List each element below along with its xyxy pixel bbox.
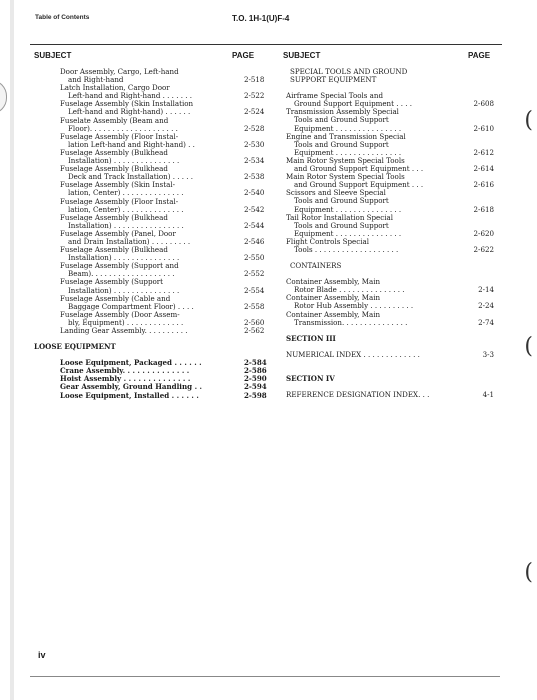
toc-entry-title: bly, Equipment) . . . . . . . . . . . . .	[68, 317, 184, 327]
toc-entry-page: 2-528	[244, 123, 265, 133]
toc-entry-title: NUMERICAL INDEX . . . . . . . . . . . . .	[286, 349, 420, 359]
punch-hole	[0, 80, 7, 114]
toc-entry-page: 2-598	[244, 390, 267, 400]
header-divider	[30, 44, 502, 45]
toc-entry-title: Tail Rotor Installation Special	[286, 212, 393, 222]
toc-entry	[60, 327, 286, 335]
toc-entry-page: 2-544	[244, 220, 265, 230]
toc-entry-page: 2-594	[244, 382, 267, 392]
toc-entry-title: Latch Installation, Cargo Door	[60, 83, 170, 93]
toc-entry-title: and Ground Support Equipment . . .	[294, 180, 424, 190]
toc-entry-page: 2-590	[244, 374, 267, 384]
toc-entry-title: Fuselage Assembly (Bulkhead	[60, 164, 168, 174]
toc-entry-page: 2-14	[478, 285, 494, 295]
toc-entry-title: lation Left-hand and Right-hand) . .	[68, 139, 195, 149]
toc-entry	[286, 319, 494, 327]
toc-entry-page: 2-554	[244, 285, 265, 295]
toc-entry-title: Fuselage Assembly (Skin Installation	[60, 99, 194, 109]
toc-entry-title: Tools and Ground Support	[294, 220, 389, 230]
toc-entry-title: Installation) . . . . . . . . . . . . . . .	[68, 285, 180, 295]
margin-change-mark: (	[524, 108, 533, 133]
toc-entry-title: Baggage Compartment Floor) . . . .	[68, 301, 194, 311]
toc-entry-page: 2-608	[473, 99, 494, 109]
toc-entry-title: Tools and Ground Support	[294, 139, 389, 149]
toc-entry-title: Left-hand and Right-hand) . . . . . .	[68, 107, 191, 117]
toc-entry-title: lation, Center) . . . . . . . . . . . . . .	[68, 204, 184, 214]
toc-entry	[286, 246, 494, 254]
toc-entry-page: 2-74	[478, 317, 494, 327]
toc-entry-title: Fuselage Assembly (Floor Instal-	[60, 131, 179, 141]
toc-entry-page: 2-538	[244, 172, 265, 182]
toc-entry	[286, 391, 494, 399]
toc-entry-page: 3-3	[482, 349, 494, 359]
toc-entry-title: Crane Assembly. . . . . . . . . . . . . .	[60, 366, 190, 376]
toc-entry	[60, 392, 286, 400]
toc-entry-page: 2-558	[244, 301, 265, 311]
toc-entry-title: Equipment . . . . . . . . . . . . . . .	[294, 228, 402, 238]
toc-entry-page: 2-522	[244, 91, 265, 101]
toc-entry-page: 4-1	[482, 390, 494, 399]
toc-entry-page: 2-616	[473, 180, 494, 190]
toc-entry-title: Ground Support Equipment . . . .	[294, 99, 413, 109]
toc-entry-title: Flight Controls Special	[286, 236, 369, 246]
toc-entry-title: Installation) . . . . . . . . . . . . . . .	[68, 253, 180, 263]
toc-entry-title: Landing Gear Assembly. . . . . . . . . .	[60, 326, 188, 335]
toc-entry-title: Fuselate Assembly (Beam and	[60, 115, 169, 125]
toc-entry-page: 2-540	[244, 188, 265, 198]
toc-entry-title: Equipment . . . . . . . . . . . . . . .	[294, 204, 402, 214]
toc-entry-title: and Drain Installation) . . . . . . . . .	[68, 236, 191, 246]
binding-margin-shadow	[10, 0, 14, 700]
toc-entry-title: Container Assembly, Main	[286, 293, 381, 303]
toc-entry-page: 2-552	[244, 269, 265, 279]
left-subject-heading: SUBJECT	[34, 51, 72, 60]
toc-entry-title: and Ground Support Equipment . . .	[294, 164, 424, 174]
toc-entry-title: Scissors and Sleeve Special	[286, 188, 386, 198]
right-subject-heading: SUBJECT	[283, 51, 321, 60]
toc-entry-title: Fuselage Assembly (Support	[60, 277, 164, 287]
toc-entry-page: 2-534	[244, 156, 265, 166]
page-number: iv	[38, 650, 46, 660]
toc-entry-title: Floor). . . . . . . . . . . . . . . . . . . .	[68, 123, 178, 133]
right-toc-column	[286, 68, 494, 399]
toc-entry-title: Loose Equipment, Packaged . . . . . .	[60, 358, 202, 368]
loose-equipment-heading: LOOSE EQUIPMENT	[34, 342, 116, 352]
toc-entry	[286, 351, 494, 359]
toc-entry-page: 2-560	[244, 317, 265, 327]
toc-entry-title: Transmission Assembly Special	[286, 107, 399, 117]
toc-entry-title: Container Assembly, Main	[286, 309, 381, 319]
toc-entry-title: and Right-hand	[68, 75, 124, 85]
bottom-edge-line	[30, 676, 500, 677]
margin-change-mark: (	[524, 334, 533, 359]
toc-entry-title: Hoist Assembly . . . . . . . . . . . . . .	[60, 374, 191, 384]
toc-entry-title: Deck and Track Installation) . . . . .	[68, 172, 194, 182]
toc-entry-page: 2-518	[244, 75, 265, 85]
special-tools-heading-continued: SUPPORT EQUIPMENT	[290, 75, 377, 85]
toc-entry-title: Door Assembly, Cargo, Left-hand	[60, 67, 179, 76]
left-toc-column	[34, 67, 286, 400]
toc-entry-title: Gear Assembly, Ground Handling . .	[60, 382, 202, 392]
toc-entry-title: Fuselage Assembly (Bulkhead	[60, 245, 168, 255]
header-left-label: Table of Contents	[35, 14, 90, 21]
right-page-heading: PAGE	[468, 51, 491, 60]
toc-entry-page: 2-614	[473, 164, 494, 174]
toc-entry-title: Airframe Special Tools and	[286, 91, 384, 101]
left-page-heading: PAGE	[232, 51, 255, 60]
toc-entry-title: Loose Equipment, Installed . . . . . .	[60, 390, 199, 400]
margin-change-mark: (	[524, 560, 533, 585]
toc-entry-title: Equipment . . . . . . . . . . . . . . .	[294, 147, 402, 157]
toc-entry-page: 2-622	[473, 244, 494, 254]
toc-entry-title: Fuselage Assembly (Skin Instal-	[60, 180, 175, 190]
toc-entry-title: Engine and Transmission Special	[286, 131, 406, 141]
section-iii-heading: SECTION III	[286, 333, 336, 343]
toc-entry-page: 2-550	[244, 253, 265, 263]
toc-entry-title: Fuselage Assembly (Support and	[60, 261, 179, 271]
toc-entry-page: 2-612	[473, 147, 494, 157]
toc-entry-title: Main Rotor System Special Tools	[286, 172, 405, 182]
toc-entry-page: 2-546	[244, 236, 265, 246]
toc-entry-page: 2-620	[473, 228, 494, 238]
toc-entry-title: Fuselage Assembly (Floor Instal-	[60, 196, 179, 206]
toc-entry-title: Tools and Ground Support	[294, 196, 389, 206]
toc-entry-page: 2-524	[244, 107, 265, 117]
toc-entry-title: Fuselage Assembly (Cable and	[60, 293, 171, 303]
toc-entry-title: Tools . . . . . . . . . . . . . . . . . . .	[294, 244, 399, 254]
toc-entry-title: Fuselage Assembly (Bulkhead	[60, 212, 168, 222]
toc-entry-title: Container Assembly, Main	[286, 277, 381, 287]
toc-entry-title: Installation) . . . . . . . . . . . . . . . .	[68, 220, 184, 230]
toc-entry-title: Fuselage Assembly (Bulkhead	[60, 147, 168, 157]
toc-entry-page: 2-530	[244, 139, 265, 149]
toc-entry-title: Tools and Ground Support	[294, 115, 389, 125]
toc-entry-title: Rotor Hub Assembly . . . . . . . . . .	[294, 301, 414, 311]
toc-entry-title: Beam). . . . . . . . . . . . . . . . . . .	[68, 269, 175, 279]
toc-entry-page: 2-610	[473, 123, 494, 133]
header-document-number: T.O. 1H-1(U)F-4	[232, 14, 290, 23]
toc-entry-title: Rotor Blade . . . . . . . . . . . . . . .	[294, 285, 405, 295]
toc-entry-page: 2-586	[244, 366, 267, 376]
toc-entry-page: 2-562	[244, 326, 265, 335]
toc-entry-title: Equipment . . . . . . . . . . . . . . .	[294, 123, 402, 133]
toc-entry-page: 2-618	[473, 204, 494, 214]
toc-entry-title: Transmission. . . . . . . . . . . . . . .	[294, 317, 408, 327]
toc-entry-title: Fuselage Assembly (Panel, Door	[60, 228, 176, 238]
toc-entry-title: lation, Center) . . . . . . . . . . . . . .	[68, 188, 184, 198]
containers-heading: CONTAINERS	[290, 261, 342, 271]
toc-entry-page: 2-542	[244, 204, 265, 214]
toc-entry-title: Installation) . . . . . . . . . . . . . . .	[68, 156, 180, 166]
section-iv-heading: SECTION IV	[286, 373, 335, 383]
toc-entry-title: Main Rotor System Special Tools	[286, 155, 405, 165]
toc-entry-page: 2-584	[244, 358, 267, 368]
toc-entry-page: 2-24	[478, 301, 494, 311]
toc-entry-title: Left-hand and Right-hand . . . . . . .	[68, 91, 192, 101]
special-tools-heading: SPECIAL TOOLS AND GROUND	[290, 67, 408, 76]
toc-entry-title: REFERENCE DESIGNATION INDEX. . .	[286, 390, 430, 399]
toc-entry-title: Fuselage Assembly (Door Assem-	[60, 309, 180, 319]
